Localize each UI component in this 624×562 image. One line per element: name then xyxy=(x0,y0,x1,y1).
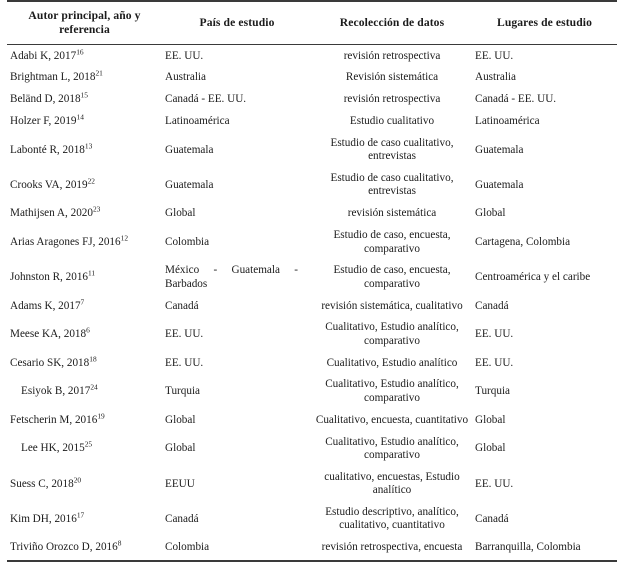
cell-country: Canadá xyxy=(165,512,199,525)
table-row xyxy=(7,67,617,89)
cell-country: EEUU xyxy=(165,477,195,490)
cell-author xyxy=(7,67,162,89)
cell-country: Latinoamérica xyxy=(165,114,230,127)
cell-places: Canadá xyxy=(475,299,509,312)
table-body xyxy=(7,45,617,561)
cell-author xyxy=(7,467,162,502)
cell-country: EE. UU. xyxy=(165,328,204,341)
cell-country: Global xyxy=(165,413,196,426)
cell-places: Canadá - EE. UU. xyxy=(475,93,557,106)
reference-number: 22 xyxy=(87,176,95,186)
reference-number: 7 xyxy=(80,296,85,306)
reference-number: 12 xyxy=(120,233,129,243)
cell-author xyxy=(7,260,162,295)
author-name: Mathijsen A, 2020 xyxy=(10,207,93,220)
cell-places: Latinoamérica xyxy=(475,114,540,127)
column-header-data-collection-label: Recolección de datos xyxy=(339,15,445,29)
author-name: Adabi K, 2017 xyxy=(10,49,77,62)
cell-data-collection: Cualitativo, Estudio analítico, comparativo xyxy=(325,378,459,404)
cell-data-collection: Estudio cualitativo xyxy=(349,114,435,127)
cell-places: EE. UU. xyxy=(475,356,514,369)
cell-author xyxy=(7,203,162,225)
author-name: Crooks VA, 2019 xyxy=(10,178,88,191)
cell-country: EE. UU. xyxy=(165,49,204,62)
cell-country: Turquia xyxy=(165,385,201,398)
cell-country: Colombia xyxy=(165,235,210,248)
reference-number: 24 xyxy=(90,382,98,392)
cell-author xyxy=(7,133,162,168)
reference-number: 23 xyxy=(92,204,101,214)
table-row xyxy=(7,431,617,466)
reference-number: 18 xyxy=(89,353,97,363)
reference-number: 21 xyxy=(95,68,103,78)
cell-author xyxy=(7,374,162,409)
column-header-places xyxy=(472,1,617,45)
cell-places: Guatemala xyxy=(475,143,524,156)
cell-author xyxy=(7,537,162,561)
cell-places: Canadá xyxy=(475,512,509,525)
cell-author xyxy=(7,352,162,374)
reference-number: 8 xyxy=(117,538,122,548)
cell-places: EE. UU. xyxy=(475,328,514,341)
table-row xyxy=(7,89,617,111)
cell-author xyxy=(7,502,162,537)
cell-author xyxy=(7,431,162,466)
cell-author xyxy=(7,295,162,317)
cell-country: Canadá - EE. UU. xyxy=(165,93,247,106)
cell-places: Global xyxy=(475,442,506,455)
cell-places: EE. UU. xyxy=(475,49,514,62)
author-name: Adams K, 2017 xyxy=(10,299,81,312)
table-row xyxy=(7,317,617,352)
cell-author xyxy=(7,168,162,203)
cell-places: EE. UU. xyxy=(475,477,514,490)
cell-places: Global xyxy=(475,207,506,220)
cell-data-collection: Cualitativo, encuesta, cuantitativo xyxy=(315,413,469,426)
column-header-author-line1: Autor principal, año y xyxy=(28,9,141,22)
cell-author xyxy=(7,317,162,352)
cell-places: Guatemala xyxy=(475,178,524,191)
reference-number: 17 xyxy=(76,510,85,520)
cell-data-collection: revisión retrospectiva, encuesta xyxy=(312,537,472,561)
author-name: Triviño Orozco D, 2016 xyxy=(10,541,118,554)
author-name: Labonté R, 2018 xyxy=(10,143,85,156)
cell-places: Cartagena, Colombia xyxy=(475,235,571,248)
cell-places: Barranquilla, Colombia xyxy=(472,537,617,561)
cell-data-collection: Estudio de caso, encuesta, comparativo xyxy=(333,229,451,255)
cell-data-collection: Estudio de caso cualitativo, entrevistas xyxy=(330,172,454,198)
cell-country: Australia xyxy=(165,71,207,84)
table-row xyxy=(7,203,617,225)
cell-data-collection: cualitativo, encuestas, Estudio analítico xyxy=(324,470,460,497)
author-name: Beländ D, 2018 xyxy=(10,93,81,106)
author-name: Arias Aragones FJ, 2016 xyxy=(10,235,121,248)
cell-author xyxy=(7,111,162,133)
cell-country: Colombia xyxy=(162,537,312,561)
column-header-places-label: Lugares de estudio xyxy=(497,15,592,29)
author-name: Brightman L, 2018 xyxy=(10,71,96,84)
cell-country: Guatemala xyxy=(165,178,214,191)
table-row xyxy=(7,111,617,133)
reference-number: 11 xyxy=(88,268,96,278)
cell-data-collection: revisión retrospectiva xyxy=(343,49,441,62)
cell-country: México - Guatemala - Barbados xyxy=(165,264,298,290)
cell-data-collection: Estudio descriptivo, analítico, cualitativo, cuantitativo xyxy=(325,506,459,532)
author-name: Esiyok B, 2017 xyxy=(21,385,91,398)
cell-data-collection: revisión retrospectiva xyxy=(343,93,441,106)
table-row xyxy=(7,467,617,502)
cell-data-collection: Estudio de caso, encuesta, comparativo xyxy=(333,264,451,290)
cell-country: Global xyxy=(165,442,196,455)
cell-data-collection: Cualitativo, Estudio analítico, comparativo xyxy=(325,321,459,347)
table-row xyxy=(7,168,617,203)
table-row xyxy=(7,410,617,432)
column-header-country xyxy=(162,1,312,45)
table-row xyxy=(7,374,617,409)
reference-number: 25 xyxy=(84,439,93,449)
included-studies-table xyxy=(7,0,617,562)
author-name: Fetscherin M, 2016 xyxy=(10,413,98,426)
cell-author xyxy=(7,89,162,111)
reference-number: 20 xyxy=(73,474,82,484)
author-name: Cesario SK, 2018 xyxy=(10,356,90,369)
cell-places: Australia xyxy=(475,71,517,84)
reference-number: 14 xyxy=(76,112,84,122)
author-name: Holzer F, 2019 xyxy=(10,114,77,127)
column-header-author-line2: referencia xyxy=(59,22,110,36)
table-header-row xyxy=(7,1,617,45)
reference-number: 13 xyxy=(84,140,93,150)
table-header xyxy=(7,0,617,45)
cell-data-collection: revisión sistemática xyxy=(347,207,437,220)
cell-places: Turquia xyxy=(475,385,511,398)
table-row xyxy=(7,133,617,168)
cell-author xyxy=(7,225,162,260)
cell-country: Guatemala xyxy=(165,143,214,156)
reference-number: 15 xyxy=(80,90,88,100)
table-row xyxy=(7,225,617,260)
cell-data-collection: Estudio de caso cualitativo, entrevistas xyxy=(330,136,454,163)
cell-data-collection: Revisión sistemática xyxy=(345,71,439,84)
table-row xyxy=(7,352,617,374)
column-header-author xyxy=(7,1,162,45)
reference-number: 19 xyxy=(97,410,105,420)
author-name: Lee HK, 2015 xyxy=(21,442,85,455)
cell-author xyxy=(7,410,162,432)
cell-author xyxy=(7,45,162,67)
cell-country: Global xyxy=(165,207,196,220)
cell-places: Centroamérica y el caribe xyxy=(475,271,591,284)
cell-data-collection: revisión sistemática, cualitativo xyxy=(321,299,463,312)
table-row xyxy=(7,502,617,537)
author-name: Suess C, 2018 xyxy=(10,477,74,490)
cell-places: Global xyxy=(475,413,506,426)
cell-data-collection: Cualitativo, Estudio analítico xyxy=(326,356,458,369)
author-name: Johnston R, 2016 xyxy=(10,271,89,284)
column-header-country-label: País de estudio xyxy=(199,15,275,29)
table-row xyxy=(7,45,617,67)
table-row xyxy=(7,295,617,317)
cell-country: Canadá xyxy=(165,299,199,312)
column-header-data-collection xyxy=(312,1,472,45)
cell-country: EE. UU. xyxy=(165,356,204,369)
table-row xyxy=(7,537,617,561)
author-name: Kim DH, 2016 xyxy=(10,512,77,525)
cell-data-collection: Cualitativo, Estudio analítico, comparativo xyxy=(325,435,459,461)
table-row xyxy=(7,260,617,295)
author-name: Meese KA, 2018 xyxy=(10,328,87,341)
reference-number: 6 xyxy=(86,325,90,335)
reference-number: 16 xyxy=(76,46,84,56)
